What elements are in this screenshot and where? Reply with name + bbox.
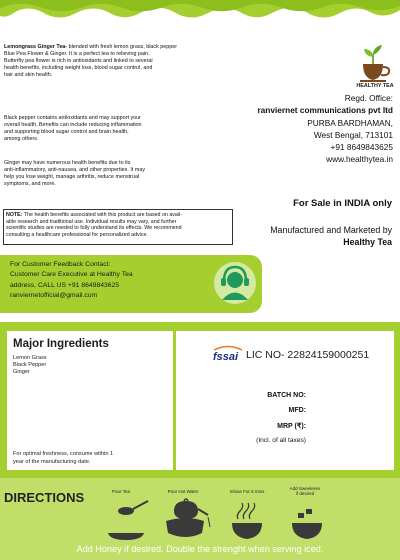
top-leaf-banner [0, 0, 400, 26]
registered-office [257, 92, 393, 166]
description-ginger: Ginger may have numerous health benefits due to its anti-inflammatory, anti-nausea, and other properties. It may help you lose weight, manage arthritis, reduce menstrual symptoms, and more. [4, 160, 146, 188]
step-pour-hot-water-label: Pour Hot Water [167, 489, 199, 494]
freshness-note: For optimal freshness, consume within 1 year of the manufacturing date. [13, 451, 114, 465]
ingredient-item: Black Pepper [13, 362, 47, 369]
customer-care-headset-icon [212, 260, 258, 306]
ingredient-item: Lemon Grass [13, 355, 47, 361]
license-number: LIC NO- 22824159000251 [246, 349, 370, 361]
office-website: www.healthytea.in [326, 154, 393, 165]
ingredient-item: Ginger [13, 369, 30, 376]
office-address-line2: West Bengal, 713101 [313, 129, 393, 140]
step-add-sweetener-label: Add Sweetener if desired [289, 486, 321, 497]
directions-title: DIRECTIONS [4, 490, 85, 505]
office-address-line1: PURBA BARDHAMAN, [307, 117, 393, 128]
taxes-note: (Incl. of all taxes) [256, 437, 306, 444]
health-note-box: NOTE: The health benefits associated with this product are based on avail- able research and traditional use. Individual results may vary, and further scientific studies are needed to fully understand its effects. We recommend consulting a healthcare professional for personalized advice. [3, 209, 233, 245]
directions-illustrations [100, 497, 360, 543]
office-phone: +91 8649843625 [330, 142, 393, 153]
office-title: Regd. Office: [344, 93, 393, 103]
steaming-cup-icon [232, 503, 262, 539]
batch-number-label: BATCH NO: [267, 392, 306, 399]
license-batch-panel [176, 331, 394, 470]
fssai-logo-text: fssai [213, 351, 239, 363]
kettle-icon [166, 499, 210, 537]
note-label: NOTE: [6, 212, 23, 218]
step-pour-tea-label: Pour Tea [112, 489, 130, 494]
feedback-title: For Customer Feedback Contact: [10, 261, 111, 268]
feedback-line1: Customer Care Executive at Healthy Tea [10, 271, 133, 279]
feedback-email: ranviernetofficial@gmail.com [10, 292, 98, 300]
logo-text: HEALTHY TEA [356, 83, 394, 89]
step-infuse-label: Infuse For 5 mins [229, 489, 265, 494]
spoon-icon [108, 501, 148, 540]
ingredients-list [13, 355, 47, 376]
leaf-wave-decoration [0, 0, 400, 26]
major-ingredients-panel [7, 331, 173, 470]
sale-region-notice: For Sale in INDIA only [293, 198, 392, 209]
mrp-label: MRP (₹): [277, 423, 306, 430]
sweetened-cup-icon [292, 509, 322, 539]
company-name: ranviernet communications pvt ltd [257, 105, 393, 116]
description-lemongrass: Lemongrass Ginger Tea- blended with fresh lemon grass, black pepper Blue Pea Flower & Ginger. It is a perfect tea to relieving pain. Butterfly pea flower is rich in antioxidants and linked to several health benefits, including weight loss, blood sugar control, and hair and skin health. [4, 44, 178, 79]
feedback-line2: address. CALL US +91 8649843625 [10, 281, 120, 289]
ingredients-title: Major Ingredients [13, 338, 109, 350]
mfd-label: MFD: [288, 407, 306, 414]
description-black-pepper: Black pepper contains antioxidants and may support your overall health. Benefits can include reducing inflammation and supporting blood sugar control and brain health, among others. [4, 115, 142, 143]
directions-footer: Add Honey if desired. Double the strenght when serving iced. [76, 544, 324, 554]
customer-feedback-box [0, 255, 262, 313]
manufacturer-info: Manufactured and Marketed by Healthy Tea [270, 225, 392, 247]
fssai-logo [212, 345, 244, 363]
product-name: Lemongrass Ginger Tea- [4, 44, 68, 50]
